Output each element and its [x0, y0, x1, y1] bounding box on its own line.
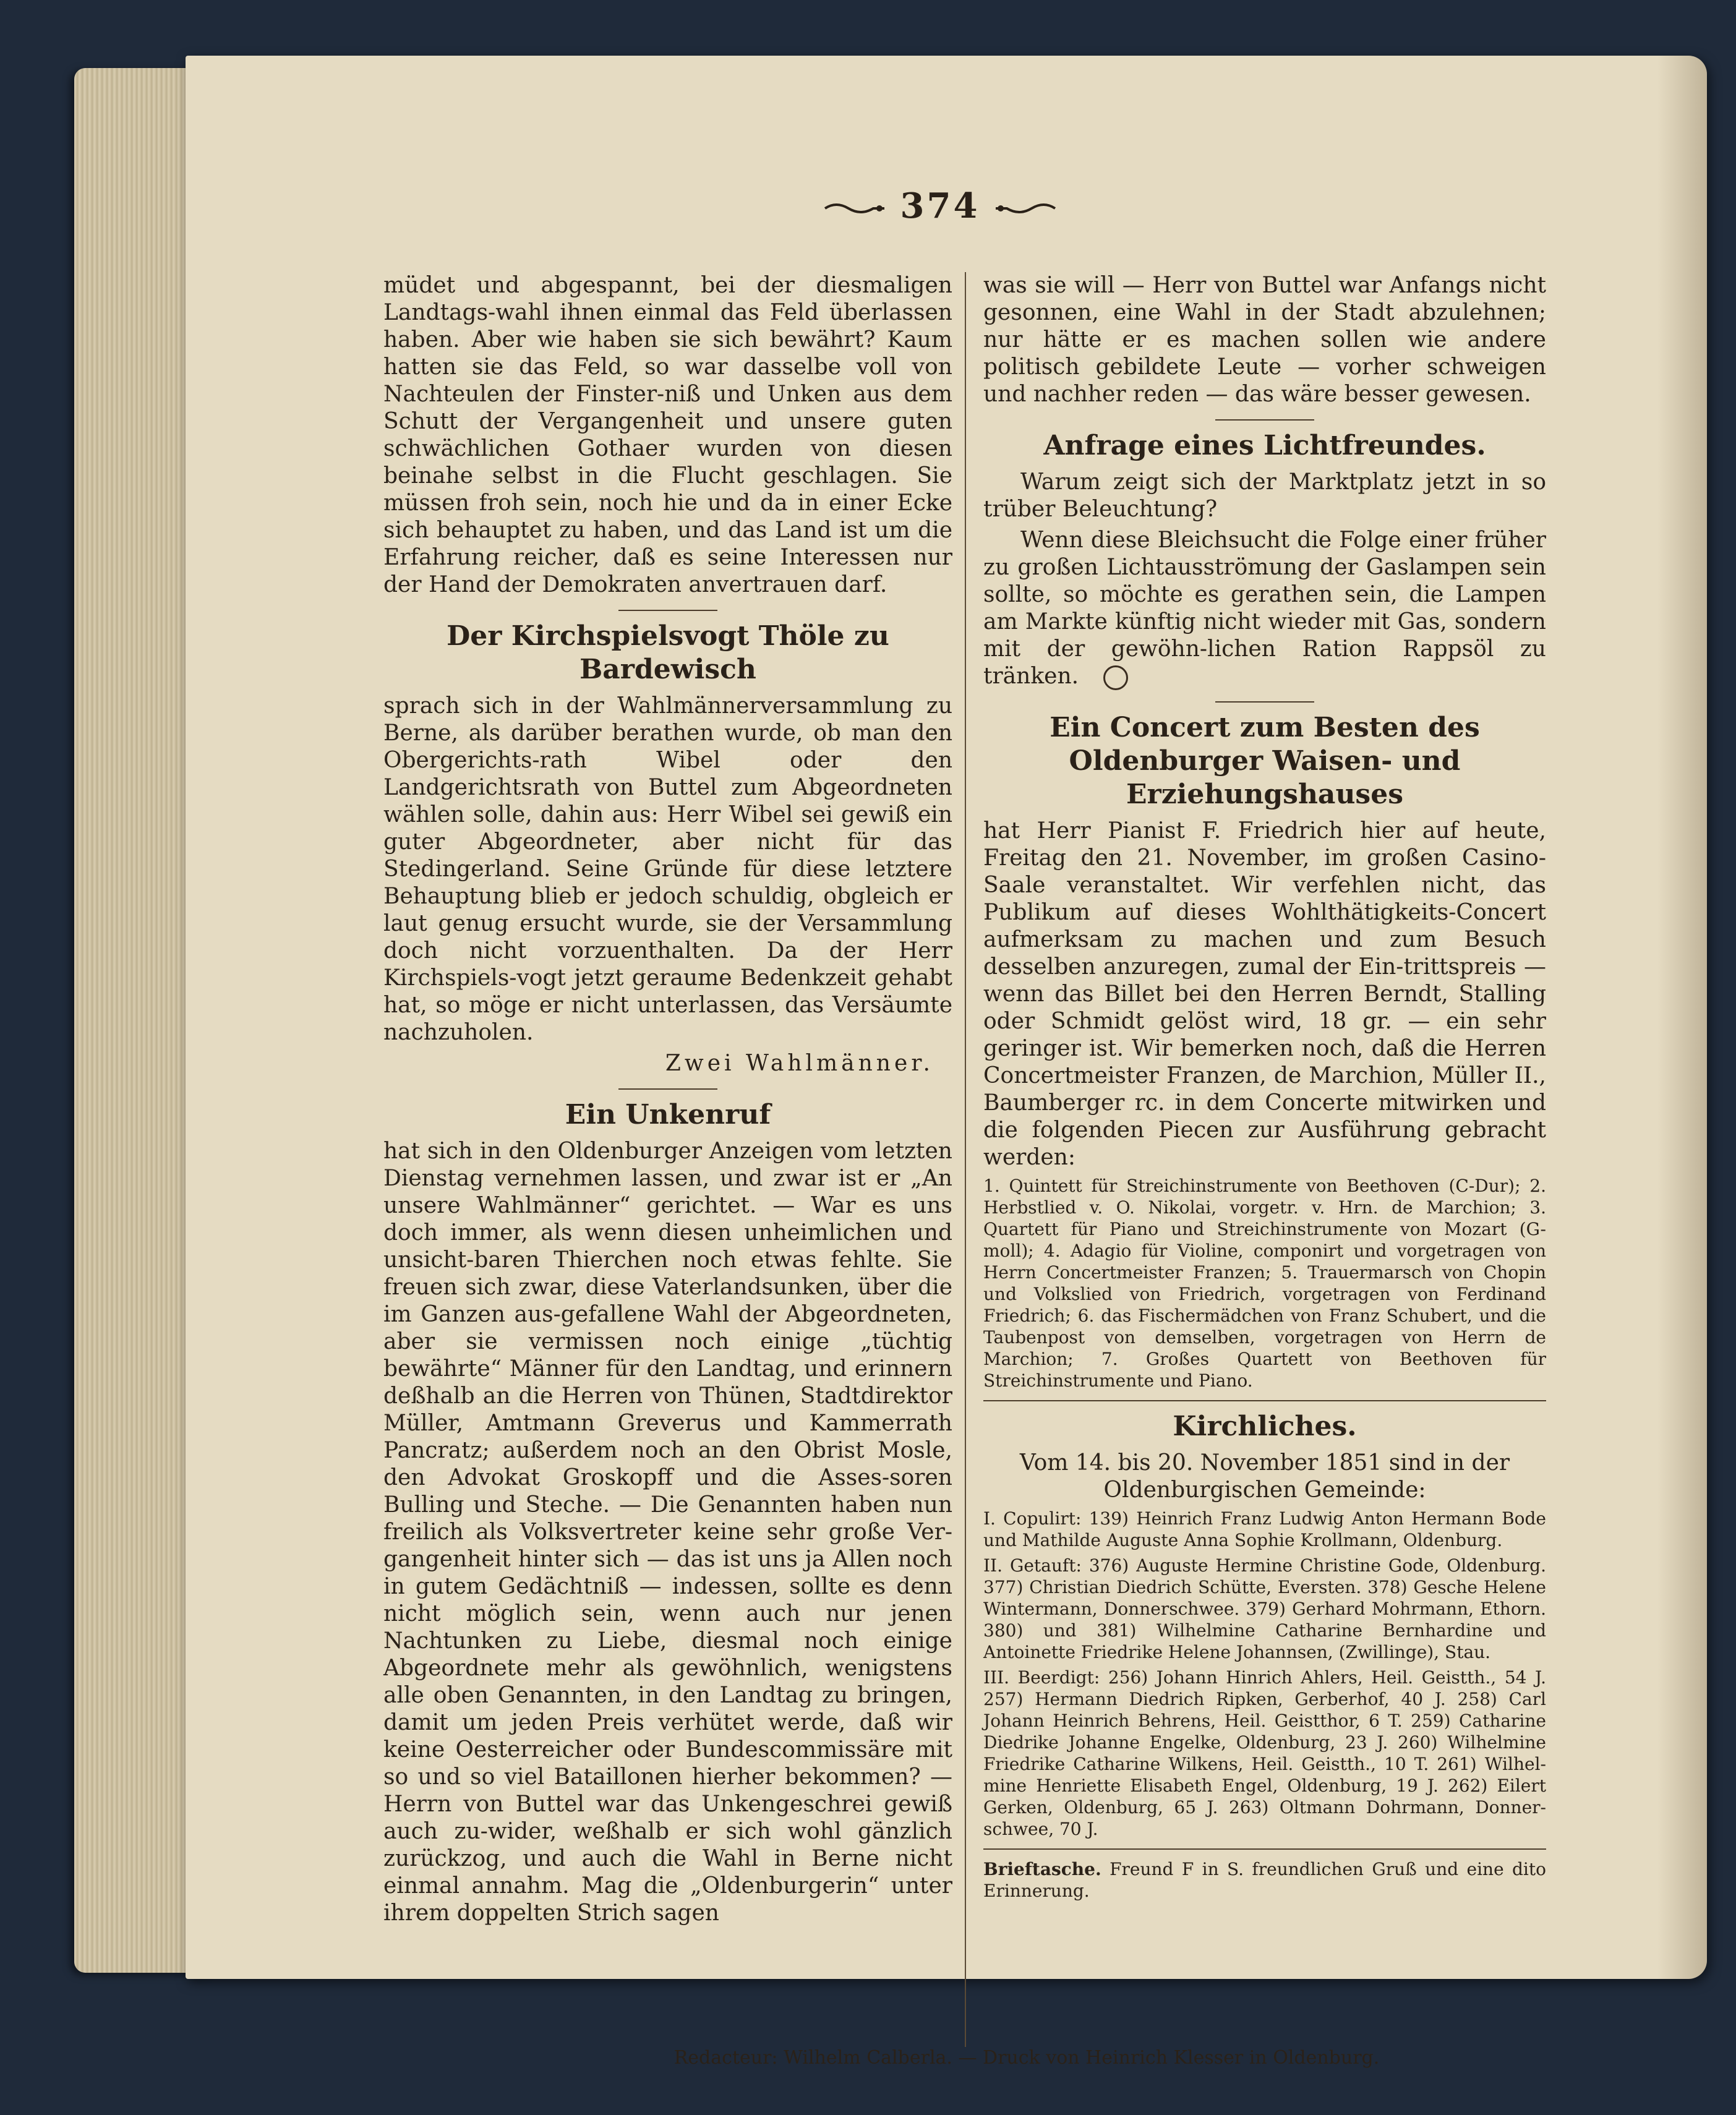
- article-signature: Zwei Wahlmänner.: [665, 1051, 934, 1076]
- article-paragraph: hat Herr Pianist F. Friedrich hier auf heute, Freitag den 21. November, im großen Casino-Saale veranstaltet. Wir verfehlen nicht, das Publikum auf dieses Wohlthätigkeits-Concert aufmerksam zu machen und zum Besuch desselben anzuregen, zumal der Ein-trittspreis — wenn das Billet bei den Herren Berndt, Stalling oder Schmidt gelöst wird, 18 gr. — ein sehr geringer ist. Wir bemerken noch, daß die Herren Concertmeister Franzen, de Marchion, Müller II., Baumberger rc. in dem Concerte mitwirken und die folgenden Piecen zur Ausführung gebracht werden:: [983, 818, 1546, 1170]
- section-rule: [983, 1848, 1546, 1850]
- section-rule: [618, 1088, 717, 1090]
- article-paragraph: sprach sich in der Wahlmännerversammlung zu Berne, als darüber berathen wurde, ob man den Obergerichts-rath Wibel oder den Landgerichtsrath von Buttel zum Abgeordneten wählen solle, dahin aus: Herr Wibel sei gewiß ein guter Abgeordneter, aber nicht für das Stedingerland. Seine Gründe für diese letztere Behauptung blieb er jedoch schuldig, obgleich er laut genug ersucht wurde, sie der Versammlung doch nicht vorzuenthalten. Da der Herr Kirchspiels-vogt jetzt geraume Bedenkzeit gehabt hat, so möge er nicht unterlassen, das Versäumte nachzuholen.: [383, 693, 952, 1045]
- article-title-concert: Ein Concert zum Besten des Oldenburger Waisen- und Erziehungshauses: [1050, 712, 1480, 810]
- page-header: [816, 186, 1064, 226]
- kirchliches-entry: III. Beerdigt: 256) Johann Hinrich Ahlers, Heil. Geistth., 54 J. 257) Hermann Diedrich Ripken, Gerberhof, 40 J. 258) Carl Johann Heinrich Behrens, Heil. Geistthor, 6 T. 259) Catharine Diedrike Johanne Engelke, Oldenburg, 23 J. 260) Wilhelmine Friedrike Catharine Wilkens, Heil. Geistth., 10 T. 261) Wilhel-mine Henriette Elisabeth Engel, Oldenburg, 19 J. 262) Eilert Gerken, Oldenburg, 65 J. 263) Oltmann Dohrmann, Donner-schwee, 70 J.: [983, 1667, 1546, 1839]
- page-number: 374: [900, 186, 980, 226]
- left-ornament-icon: [824, 201, 886, 216]
- section-rule: [983, 1400, 1546, 1401]
- kirchliches-entry: II. Getauft: 376) Auguste Hermine Christine Gode, Oldenburg. 377) Christian Diedrich Schütte, Eversten. 378) Gesche Helene Wintermann, Donnerschwee. 379) Gerhard Mohrmann, Ethorn. 380) und 381) Wilhelmine Catharine Bernhardine und Antoinette Friedrike Helene Johannsen, (Zwillinge), Stau.: [983, 1555, 1546, 1662]
- right-ornament-icon: [994, 201, 1056, 216]
- article-title-thoele: Der Kirchspielsvogt Thöle zu Bardewisch: [447, 620, 889, 685]
- article-title-lichtfreund: Anfrage eines Lichtfreundes.: [1043, 430, 1486, 461]
- article-paragraph: Warum zeigt sich der Marktplatz jetzt in so trüber Beleuchtung?: [983, 469, 1546, 522]
- brieftasche: Brieftasche. Freund F in S. freundlichen Gruß und eine dito Erinnerung.: [983, 1859, 1546, 1901]
- article-paragraph: hat sich in den Oldenburger Anzeigen vom letzten Dienstag vernehmen lassen, und zwar ist er „An unsere Wahlmänner“ gerichtet. — War es uns doch immer, als wenn diesen unheimlichen und unsicht-baren Thierchen noch etwas fehlte. Sie freuen sich zwar, diese Vaterlandsunken, über die im Ganzen aus-gefallene Wahl der Abgeordneten, aber sie vermissen noch einige „tüchtig bewährte“ Männer für den Landtag, und erinnern deßhalb an die Herren von Thünen, Stadtdirektor Müller, Amtmann Greverus und Kammerrath Pancratz; außerdem noch an den Obrist Mosle, den Advokat Groskopff und die Asses-soren Bulling und Steche. — Die Genannten haben nun freilich als Volksvertreter keine sehr große Ver-gangenheit hinter sich — das ist uns ja Allen noch in gutem Gedächtniß — indessen, sollte es denn nicht möglich sein, wenn auch nur jenen Nachtunken zu Liebe, diesmal noch einige Abgeordnete mehr als gewöhnlich, wenigstens alle oben Genannten, in den Landtag zu bringen, damit um jeden Preis verhütet werde, daß wir keine Oesterreicher oder Bundescommissäre mit so und so viel Bataillonen hierher bekommen? — Herrn von Buttel war das Unkengeschrei gewiß auch zu-wider, weßhalb er sich wohl gänzlich zurückzog, und auch die Wahl in Berne nicht einmal annahm. Mag die „Oldenburgerin“ unter ihrem doppelten Strich sagen: [383, 1139, 952, 1926]
- section-rule: [1215, 701, 1314, 703]
- article-title-unkenruf: Ein Unkenruf: [565, 1099, 771, 1130]
- imprint-footer: Redacteur: Wilhelm Calberla. — Druck von Heinrich Klesser in Oldenburg.: [673, 2047, 1380, 2069]
- article-paragraph: Wenn diese Bleichsucht die Folge einer früher zu großen Lichtausströmung der Gaslampen sein sollte, so möchte es gerathen sein, die Lampen am Markte künftig nicht wieder mit Gas, sondern mit der gewöhn-lichen Ration Rappsöl zu tränken.: [983, 528, 1546, 689]
- kirchliches-entry: I. Copulirt: 139) Heinrich Franz Ludwig Anton Hermann Bode und Mathilde Auguste Anna Sophie Krollmann, Oldenburg.: [983, 1508, 1546, 1550]
- section-rule: [618, 610, 717, 611]
- article-title-kirchliches: Kirchliches.: [1173, 1411, 1357, 1442]
- concert-program: 1. Quintett für Streichinstrumente von Beethoven (C-Dur); 2. Herbstlied v. O. Nikolai, vorgetr. v. Hrn. de Marchion; 3. Quartett für Piano und Streichinstrumente von Mozart (G-moll); 4. Adagio für Violine, componirt und vorgetragen von Herrn Concertmeister Franzen; 5. Trauermarsch von Chopin und Volkslied von Friedrich, vorgetragen von Ferdinand Friedrich; 6. das Fischermädchen von Franz Schubert, und die Taubenpost von demselben, vorgetragen von Herrn de Marchion; 7. Großes Quartett von Beethoven für Streichinstrumente und Piano.: [983, 1176, 1546, 1391]
- left-column: [383, 272, 952, 1931]
- page-shadow: [1657, 56, 1707, 1979]
- end-mark-icon: [1103, 665, 1128, 690]
- column-divider: [965, 272, 966, 2047]
- continuation-paragraph: was sie will — Herr von Buttel war Anfangs nicht gesonnen, eine Wahl in der Stadt abzulehnen; nur hätte er es machen sollen wie andere politisch gebildete Leute — vorher schweigen und nachher reden — das wäre besser gewesen.: [983, 273, 1546, 407]
- kirchliches-intro: Vom 14. bis 20. November 1851 sind in der Oldenburgischen Gemeinde:: [1019, 1450, 1510, 1503]
- intro-paragraph: müdet und abgespannt, bei der diesmaligen Landtags-wahl ihnen einmal das Feld überlassen haben. Aber wie haben sie sich bewährt? Kaum hatten sie das Feld, so war dasselbe voll von Nachteulen der Finster-niß und Unken aus dem Schutt der Vergangenheit und unsere guten schwächlichen Gothaer wurden von diesen beinahe selbst in die Flucht geschlagen. Sie müssen froh sein, noch hie und da in einer Ecke sich behauptet zu haben, und das Land ist um die Erfahrung reicher, daß es seine Interessen nur der Hand der Demokraten anvertrauen darf.: [383, 273, 952, 597]
- section-rule: [1215, 419, 1314, 421]
- right-column: [983, 272, 1546, 1905]
